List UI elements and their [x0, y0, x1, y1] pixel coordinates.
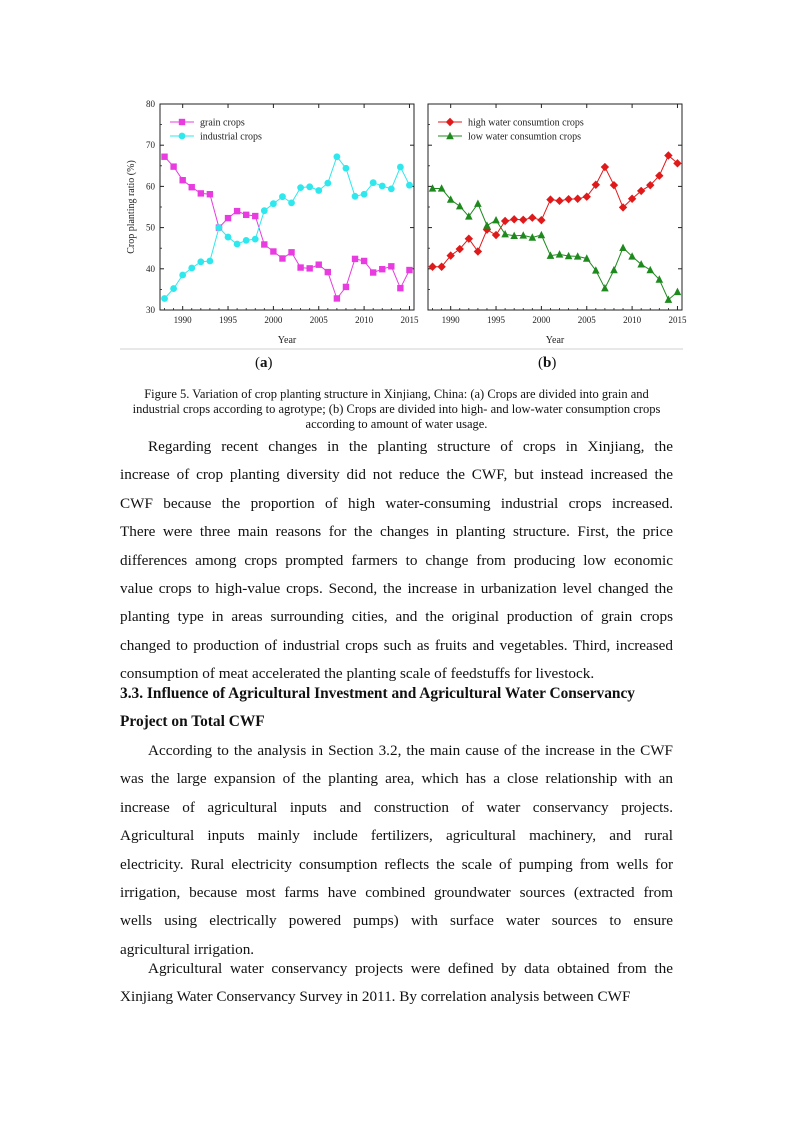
- data-point: [370, 269, 376, 275]
- data-point: [556, 250, 564, 257]
- x-tick-label: 2010: [623, 315, 642, 325]
- x-tick-labels: [174, 315, 419, 325]
- data-point: [343, 284, 349, 290]
- data-point: [170, 163, 176, 169]
- x-tick-labels: [442, 315, 687, 325]
- data-point: [601, 163, 609, 171]
- data-point: [216, 224, 223, 231]
- para1-line: increase of crop planting diversity did not reduce the CWF, but instead increased the: [120, 466, 673, 484]
- data-point: [637, 260, 645, 267]
- data-point: [538, 231, 546, 238]
- data-point: [483, 221, 491, 228]
- data-point: [379, 266, 385, 272]
- panel-label-b: (b): [538, 355, 557, 371]
- para3-line: Agricultural water conservancy projects were defined by data obtained from the: [148, 960, 673, 977]
- paragraph-agricultural-inputs: [120, 737, 673, 964]
- data-point: [334, 295, 340, 301]
- data-point: [343, 165, 350, 172]
- para2-line: increase of agricultural inputs and construction of water conservancy projects.: [120, 798, 673, 816]
- para3-line: Xinjiang Water Conservancy Survey in 2011. By correlation analysis between CWF: [120, 988, 631, 1006]
- data-point: [161, 295, 168, 302]
- para1-line: CWF because the proportion of high water-consuming industrial crops increased.: [120, 494, 673, 512]
- data-point: [324, 180, 331, 187]
- x-tick-label: 2015: [668, 315, 687, 325]
- series-line: [433, 156, 678, 267]
- data-point: [510, 215, 518, 223]
- data-point: [474, 247, 482, 255]
- para1-line: changed to production of industrial crops such as fruits and vegetables. Third, increased: [120, 636, 673, 654]
- data-point: [243, 212, 249, 218]
- series-low-water-consumtion-crops: [429, 184, 682, 303]
- series-line: [165, 157, 410, 299]
- data-point: [198, 190, 204, 196]
- chart-panel-a: [126, 99, 419, 346]
- legend-label: low water consumtion crops: [468, 131, 582, 143]
- data-point: [406, 182, 413, 189]
- plot-frame: [160, 104, 414, 310]
- para2-line: agricultural irrigation.: [120, 940, 255, 958]
- x-tick-label: 1995: [219, 315, 238, 325]
- data-point: [501, 230, 509, 237]
- data-point: [279, 255, 285, 261]
- x-tick-label: 2015: [400, 315, 419, 325]
- data-point: [474, 200, 482, 207]
- data-point: [297, 184, 304, 191]
- data-point: [306, 265, 312, 271]
- x-tick-label: 1990: [441, 315, 460, 325]
- data-point: [456, 202, 464, 209]
- data-point: [161, 154, 167, 160]
- data-point: [270, 200, 277, 207]
- para2-line: wells using electrically powered pumps) with surface water sources to ensure: [120, 912, 673, 930]
- section-heading-line-1: 3.3. Influence of Agricultural Investment and Agricultural Water Conservancy: [120, 685, 635, 702]
- data-point: [315, 187, 322, 194]
- data-point: [352, 193, 359, 200]
- data-point: [429, 184, 437, 191]
- panel-label-a: (a): [255, 355, 273, 371]
- x-tick-label: 1995: [487, 315, 506, 325]
- x-axis-label: Year: [277, 335, 297, 346]
- y-tick-label: 70: [146, 140, 155, 151]
- data-point: [546, 195, 554, 203]
- series-line: [433, 189, 678, 300]
- legend-marker: [179, 133, 186, 140]
- data-point: [234, 208, 240, 214]
- data-point: [316, 261, 322, 267]
- data-point: [379, 183, 386, 190]
- data-point: [397, 164, 404, 171]
- data-point: [306, 183, 313, 190]
- y-tick-label: 50: [146, 222, 155, 233]
- x-axis-label: Year: [545, 335, 565, 346]
- x-tick-label: 1990: [173, 315, 192, 325]
- data-point: [188, 265, 195, 272]
- para1-line: consumption of meat accelerated the planting scale of feedstuffs for livestock.: [120, 665, 595, 683]
- data-point: [610, 266, 618, 273]
- data-point: [179, 177, 185, 183]
- data-point: [388, 185, 395, 192]
- x-tick-label: 2010: [355, 315, 374, 325]
- series-line: [165, 157, 410, 299]
- data-point: [179, 272, 186, 279]
- data-point: [519, 216, 527, 224]
- para2-line: irrigation, because most farms have combined groundwater sources (extracted from: [120, 884, 673, 902]
- data-point: [170, 285, 177, 292]
- data-point: [225, 234, 232, 241]
- paragraph-water-conservancy: [120, 955, 673, 1012]
- data-point: [610, 181, 618, 189]
- data-point: [270, 248, 276, 254]
- data-point: [619, 244, 627, 251]
- legend-marker: [446, 118, 454, 126]
- data-point: [564, 195, 572, 203]
- x-tick-label: 2005: [577, 315, 596, 325]
- figure-5: [0, 0, 793, 350]
- data-point: [665, 296, 673, 303]
- x-tick-label: 2005: [309, 315, 328, 325]
- x-tick-label: 2000: [532, 315, 551, 325]
- data-point: [288, 249, 294, 255]
- data-point: [428, 263, 436, 271]
- y-tick-label: 40: [146, 263, 155, 274]
- data-point: [234, 241, 241, 248]
- para2-line: Agricultural inputs mainly include fertilizers, agricultural machinery, and rural: [120, 827, 673, 845]
- data-point: [370, 179, 377, 186]
- data-point: [555, 197, 563, 205]
- data-point: [207, 191, 213, 197]
- data-point: [397, 285, 403, 291]
- y-axis-label: Crop planting ratio (%): [126, 160, 137, 254]
- data-point: [601, 284, 609, 291]
- figure-caption: Figure 5. Variation of crop planting structure in Xinjiang, China: (a) Crops are divided into grain and industrial crops according to agrotype; (b) Crops are divided into high- and low-water consumption crops according to amount of water usage.: [132, 387, 661, 431]
- data-point: [573, 195, 581, 203]
- data-point: [537, 216, 545, 224]
- data-point: [325, 269, 331, 275]
- data-point: [361, 258, 367, 264]
- paragraph-planting-structure: [120, 433, 673, 689]
- data-point: [243, 237, 250, 244]
- data-point: [197, 258, 204, 265]
- series-grain-crops: [161, 154, 412, 302]
- data-point: [674, 288, 682, 295]
- series-high-water-consumtion-crops: [428, 151, 681, 271]
- para1-line: planting type in areas surrounding cities, and the original production of grain crops: [120, 608, 673, 626]
- data-point: [288, 199, 295, 206]
- data-point: [279, 193, 286, 200]
- data-point: [519, 231, 527, 238]
- data-point: [592, 181, 600, 189]
- data-point: [333, 153, 340, 160]
- data-point: [361, 191, 368, 198]
- data-point: [501, 217, 509, 225]
- para1-line: value crops to high-value crops. Second, the increase in urbanization level changed the: [120, 580, 673, 598]
- data-point: [261, 241, 267, 247]
- data-point: [646, 266, 654, 273]
- para1-line: differences among crops prompted farmers to change from producing low economic: [120, 551, 673, 569]
- para2-line: electricity. Rural electricity consumption reflects the scale of pumping from wells for: [120, 855, 673, 873]
- data-point: [297, 264, 303, 270]
- y-tick-label: 80: [146, 99, 155, 109]
- data-point: [583, 193, 591, 201]
- series-industrial-crops: [161, 153, 413, 302]
- para1-line: There were three main reasons for the changes in planting structure. First, the price: [120, 523, 673, 541]
- x-tick-label: 2000: [264, 315, 283, 325]
- chart-panel-b: [428, 104, 687, 346]
- data-point: [225, 215, 231, 221]
- data-point: [388, 263, 394, 269]
- data-point: [528, 214, 536, 222]
- data-point: [252, 236, 259, 243]
- y-tick-label: 30: [146, 305, 155, 315]
- para2-line: was the large expansion of the planting area, which has a close relationship with an: [120, 770, 673, 788]
- data-point: [492, 216, 500, 223]
- data-point: [252, 213, 258, 219]
- legend-label: high water consumtion crops: [468, 117, 584, 129]
- legend-label: industrial crops: [200, 131, 262, 143]
- section-heading-line-2: Project on Total CWF: [120, 713, 265, 731]
- data-point: [352, 256, 358, 262]
- para2-line: According to the analysis in Section 3.2, the main cause of the increase in the CWF: [148, 742, 673, 759]
- legend-marker: [179, 119, 185, 125]
- y-tick-label: 60: [146, 181, 155, 192]
- section-heading-3-3: [120, 680, 680, 737]
- data-point: [206, 258, 213, 265]
- data-point: [406, 267, 412, 273]
- legend-label: grain crops: [200, 117, 245, 129]
- data-point: [492, 231, 500, 239]
- data-point: [189, 184, 195, 190]
- data-point: [261, 207, 268, 214]
- para1-line: Regarding recent changes in the planting structure of crops in Xinjiang, the: [148, 438, 673, 455]
- data-point: [438, 184, 446, 191]
